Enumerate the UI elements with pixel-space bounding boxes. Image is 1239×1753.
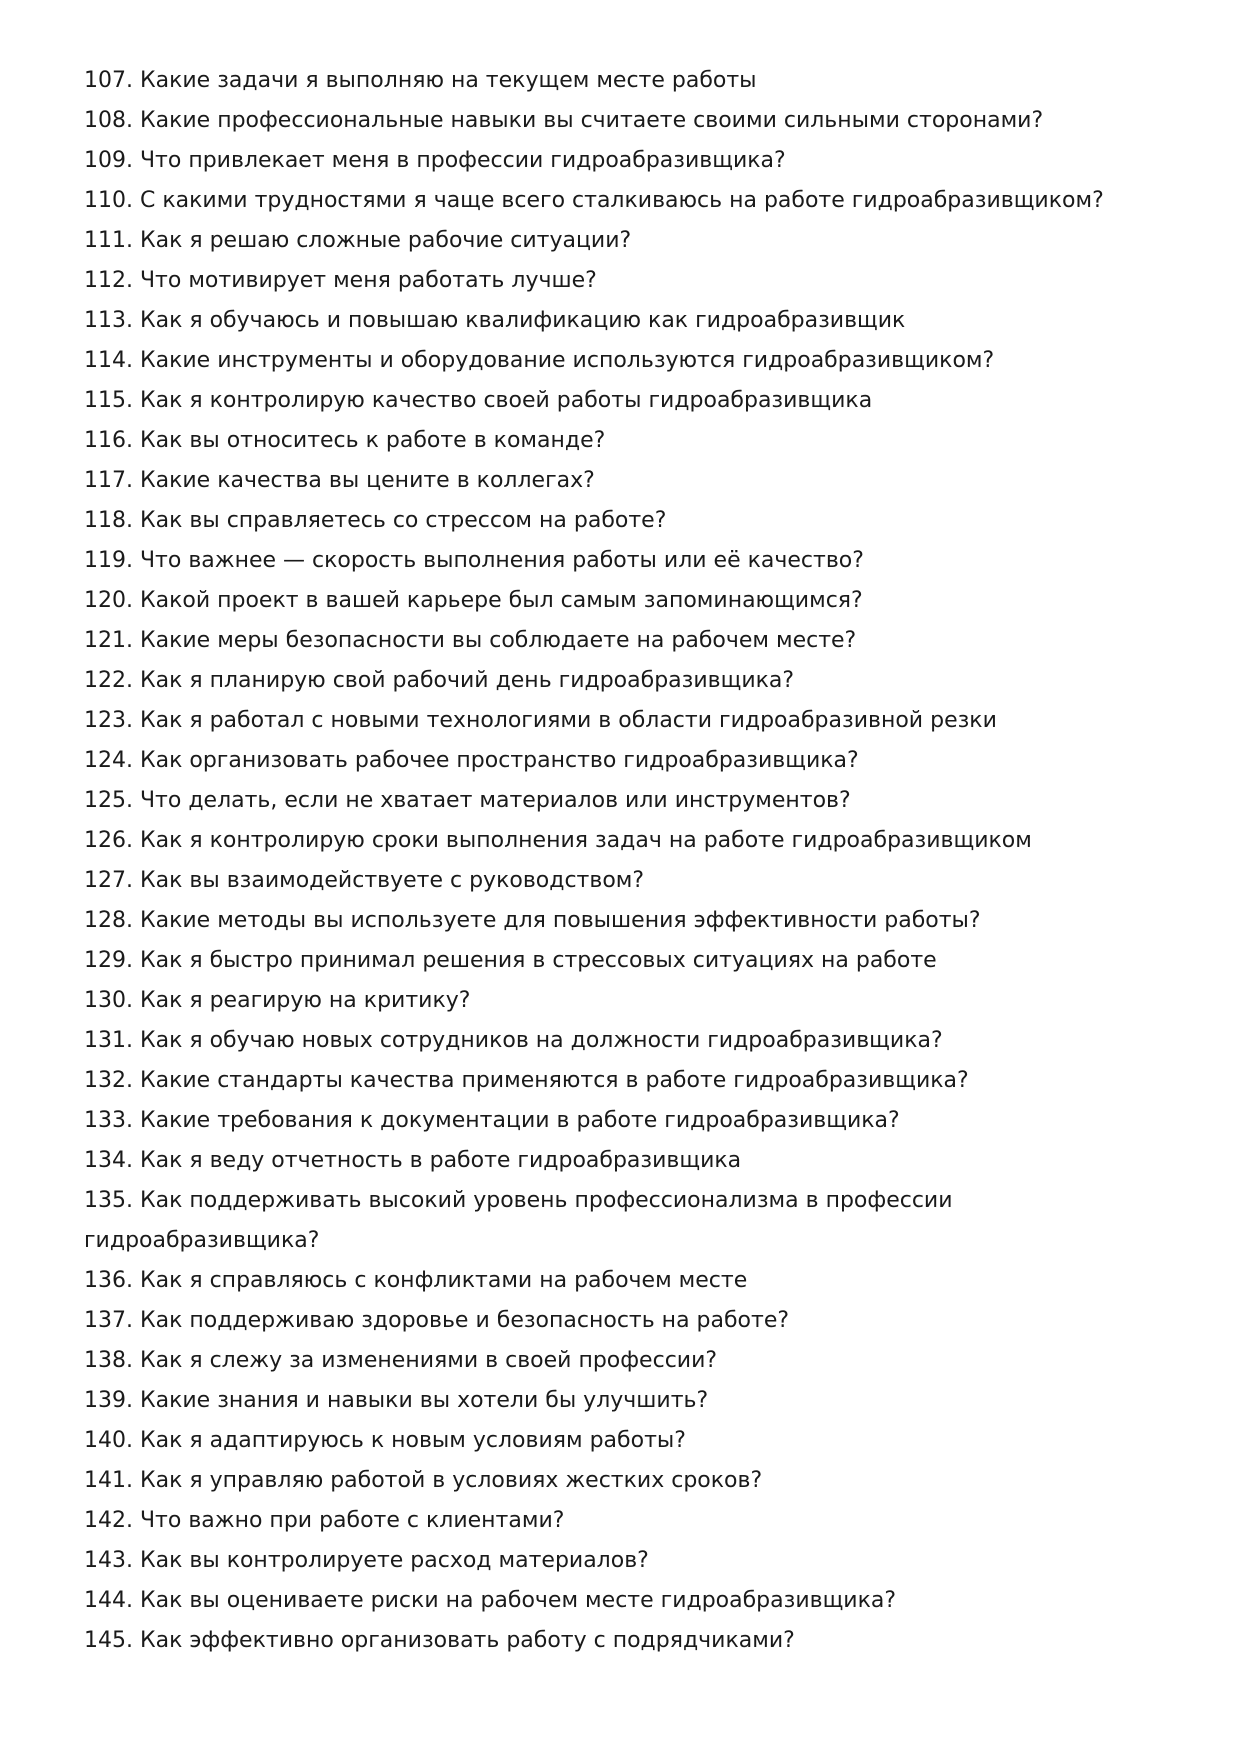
list-item: 128. Какие методы вы используете для повышения эффективности работы? <box>84 908 981 933</box>
list-item: 139. Какие знания и навыки вы хотели бы улучшить? <box>84 1388 709 1413</box>
list-item: 121. Какие меры безопасности вы соблюдаете на рабочем месте? <box>84 628 857 653</box>
list-item: 138. Как я слежу за изменениями в своей профессии? <box>84 1348 718 1373</box>
list-item: 113. Как я обучаюсь и повышаю квалификацию как гидроабразивщик <box>84 308 906 333</box>
list-item: 140. Как я адаптируюсь к новым условиям работы? <box>84 1428 686 1453</box>
list-item: 114. Какие инструменты и оборудование используются гидроабразивщиком? <box>84 348 995 373</box>
list-item: 126. Как я контролирую сроки выполнения задач на работе гидроабразивщиком <box>84 828 1032 853</box>
list-item: 143. Как вы контролируете расход материалов? <box>84 1548 649 1573</box>
list-item: 117. Какие качества вы цените в коллегах? <box>84 468 595 493</box>
list-item: 119. Что важнее — скорость выполнения работы или её качество? <box>84 548 864 573</box>
list-item: 123. Как я работал с новыми технологиями в области гидроабразивной резки <box>84 708 997 733</box>
question-list <box>84 61 1164 1661</box>
list-item: 107. Какие задачи я выполняю на текущем месте работы <box>84 68 757 93</box>
list-item: 134. Как я веду отчетность в работе гидроабразивщика <box>84 1148 742 1173</box>
list-item: 131. Как я обучаю новых сотрудников на должности гидроабразивщика? <box>84 1028 943 1053</box>
list-item: 109. Что привлекает меня в профессии гидроабразивщика? <box>84 148 786 173</box>
list-item: 111. Как я решаю сложные рабочие ситуации? <box>84 228 632 253</box>
list-item: 124. Как организовать рабочее пространство гидроабразивщика? <box>84 748 859 773</box>
list-item: 132. Какие стандарты качества применяются в работе гидроабразивщика? <box>84 1068 969 1093</box>
list-item: 136. Как я справляюсь с конфликтами на рабочем месте <box>84 1268 748 1293</box>
list-item: 130. Как я реагирую на критику? <box>84 988 471 1013</box>
list-item: 112. Что мотивирует меня работать лучше? <box>84 268 597 293</box>
list-item: 116. Как вы относитесь к работе в команде? <box>84 428 606 453</box>
list-item: 115. Как я контролирую качество своей работы гидроабразивщика <box>84 388 873 413</box>
list-item: 125. Что делать, если не хватает материалов или инструментов? <box>84 788 851 813</box>
list-item: 122. Как я планирую свой рабочий день гидроабразивщика? <box>84 668 795 693</box>
list-item: 120. Какой проект в вашей карьере был самым запоминающимся? <box>84 588 863 613</box>
list-item: 135. Как поддерживать высокий уровень профессионализма в профессии гидроабразивщика? <box>84 1188 953 1253</box>
list-item: 145. Как эффективно организовать работу с подрядчиками? <box>84 1628 795 1653</box>
list-item: 129. Как я быстро принимал решения в стрессовых ситуациях на работе <box>84 948 937 973</box>
list-item: 118. Как вы справляетесь со стрессом на работе? <box>84 508 667 533</box>
list-item: 144. Как вы оцениваете риски на рабочем месте гидроабразивщика? <box>84 1588 897 1613</box>
list-item: 127. Как вы взаимодействуете с руководством? <box>84 868 645 893</box>
list-item: 142. Что важно при работе с клиентами? <box>84 1508 565 1533</box>
list-item: 133. Какие требования к документации в работе гидроабразивщика? <box>84 1108 900 1133</box>
list-item: 108. Какие профессиональные навыки вы считаете своими сильными сторонами? <box>84 108 1044 133</box>
list-item: 141. Как я управляю работой в условиях жестких сроков? <box>84 1468 763 1493</box>
list-item: 110. С какими трудностями я чаще всего сталкиваюсь на работе гидроабразивщиком? <box>84 188 1104 213</box>
list-item: 137. Как поддерживаю здоровье и безопасность на работе? <box>84 1308 790 1333</box>
